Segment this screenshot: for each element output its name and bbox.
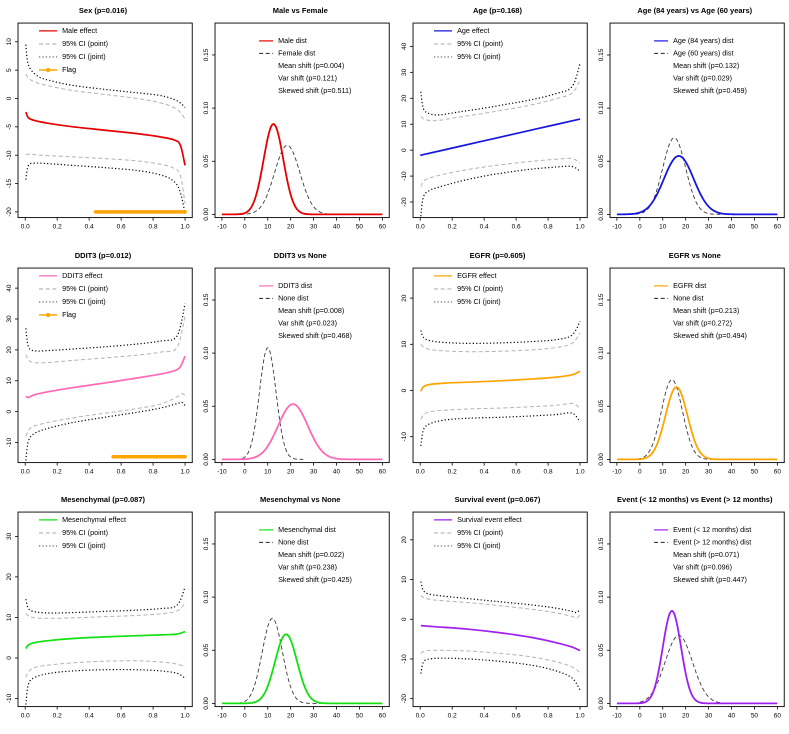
legend-label: 95% CI (point) [456,39,503,49]
legend-label: Flag [62,309,77,319]
y-tick-label: 0.15 [597,293,605,306]
legend-label: Survival event effect [456,515,522,525]
y-tick-label: -10 [400,171,408,181]
legend-label: Var shift (p=0.029) [672,73,732,83]
legend-label: Mean shift (p=0.071) [672,550,740,560]
x-tick-label: 0 [243,712,247,720]
mesenchymal-effect-plot-canvas [0,489,197,734]
panel-egfr-effect [395,245,592,490]
legend-label: Event (< 12 months) dist [672,525,752,535]
joint-ci-lower-curve [420,412,579,445]
y-tick-label: 0.15 [203,293,211,306]
event-lt12-vs-gt12-plot-canvas [592,489,789,734]
legend-label: Var shift (p=0.096) [672,563,732,573]
age60-dist-curve [635,138,722,215]
plot-title: Male vs Female [272,6,328,15]
x-tick-label: 0.0 [415,223,425,231]
legend-label: 95% CI (point) [456,528,503,538]
female-dist-curve [240,145,339,214]
point-ci-upper-curve [420,332,579,351]
y-tick-label: 0.05 [203,399,211,413]
panel-age-effect [395,0,592,245]
point-ci-upper-curve [26,604,185,619]
x-tick-label: 60 [379,468,387,476]
egfr-effect-curve [420,371,579,391]
x-tick-label: 20 [287,223,295,231]
legend-label: DDIT3 dist [278,280,313,290]
plot-title: Age (84 years) vs Age (60 years) [637,6,753,15]
y-tick-label: 0.05 [597,644,605,657]
x-tick-label: 40 [727,223,735,231]
x-tick-label: 30 [310,712,318,720]
panel-ddit3-effect [0,245,197,490]
joint-ci-lower-curve [26,402,185,460]
x-tick-label: -10 [217,223,227,231]
x-tick-label: 0.0 [415,712,425,720]
y-tick-label: -20 [400,197,408,207]
x-tick-label: 10 [658,468,667,476]
joint-ci-upper-curve [420,582,579,613]
x-tick-label: 1.0 [180,712,190,720]
y-tick-label: 0.05 [597,399,605,413]
x-tick-label: 0 [637,468,642,476]
x-tick-label: 0.2 [52,223,62,231]
panel-survival-event-effect [395,489,592,734]
y-tick-label: 0 [6,656,14,661]
point-ci-lower-curve [26,393,185,436]
x-tick-label: 0.0 [20,223,30,231]
y-tick-label: 0.10 [597,591,605,604]
x-tick-label: 0 [243,468,247,476]
point-ci-lower-curve [420,403,579,419]
x-tick-label: 10 [264,468,272,476]
legend-label: Female dist [278,48,316,58]
point-ci-lower-curve [26,661,185,678]
legend-label: Mesenchymal effect [62,515,126,525]
x-tick-label: 0.2 [52,468,62,476]
x-tick-label: 0 [637,223,642,231]
y-tick-label: 0.00 [203,452,211,466]
joint-ci-upper-curve [420,63,579,115]
legend-label: 95% CI (joint) [456,296,501,306]
x-tick-label: 0.2 [447,712,457,720]
y-tick-label: -15 [6,178,14,189]
x-tick-label: 60 [379,712,387,720]
panel-ddit3-vs-none [197,245,394,490]
y-tick-label: 0.00 [597,208,605,221]
y-tick-label: 0.10 [203,101,211,115]
x-tick-label: 30 [704,223,712,231]
y-tick-label: 0.15 [597,48,605,62]
age-effect-curve [420,119,580,155]
male-effect-curve [26,112,185,165]
legend-label: Var shift (p=0.238) [278,563,338,573]
x-tick-label: -10 [217,468,227,476]
legend-label: Skewed shift (p=0.494) [672,330,747,340]
x-tick-label: 0.6 [116,468,126,476]
y-tick-label: 10 [6,38,14,46]
x-tick-label: 1.0 [575,712,585,720]
x-tick-label: 50 [356,468,364,476]
survival-event-effect-curve [420,626,579,651]
x-tick-label: 60 [773,468,781,476]
x-tick-label: 40 [727,468,735,476]
legend-label: Male dist [278,36,308,46]
y-tick-label: 30 [6,533,14,541]
x-tick-label: 10 [264,223,272,231]
plot-title: EGFR vs None [668,250,721,260]
y-tick-label: 20 [400,294,408,302]
egfr-vs-none-plot-canvas [592,245,789,490]
y-tick-label: -10 [6,694,14,704]
x-tick-label: 1.0 [575,468,585,476]
x-tick-label: 0.8 [543,223,553,231]
legend-label: Skewed shift (p=0.447) [672,575,747,585]
x-tick-label: 30 [310,468,318,476]
y-tick-label: 10 [400,340,408,348]
x-tick-label: 0.4 [479,468,489,476]
legend-label: None dist [278,537,309,547]
survival-event-effect-plot-canvas [395,489,592,734]
point-ci-upper-curve [420,596,579,619]
panel-male-vs-female [197,0,394,245]
y-tick-label: 0.05 [203,644,211,657]
x-tick-label: 0.6 [511,712,521,720]
x-tick-label: 0.8 [543,712,553,720]
legend-label: Skewed shift (p=0.425) [278,575,353,585]
plot-title: EGFR (p=0.605) [469,250,526,260]
x-tick-label: -10 [611,712,622,720]
panel-mesenchymal-effect [0,489,197,734]
x-tick-label: 40 [333,712,341,720]
legend-label: 95% CI (point) [62,39,109,49]
y-tick-label: 0.05 [203,154,211,168]
x-tick-label: 0.8 [148,223,158,231]
y-tick-label: 40 [6,284,14,292]
joint-ci-lower-curve [26,163,185,214]
panel-mesenchymal-vs-none [197,489,394,734]
x-tick-label: 0.2 [447,223,457,231]
y-tick-label: 0.10 [203,346,211,360]
y-tick-label: 0 [400,617,408,622]
ddit3-vs-none-plot-canvas [197,245,394,490]
legend-label: Var shift (p=0.121) [278,73,338,83]
legend-label: Var shift (p=0.272) [672,318,732,328]
y-tick-label: -20 [400,694,408,704]
y-tick-label: 0.05 [597,154,605,168]
x-tick-label: 0.4 [479,223,489,231]
x-tick-label: 0.4 [84,712,94,720]
y-tick-label: 20 [6,345,14,354]
x-tick-label: 0.6 [116,712,126,720]
x-tick-label: 10 [658,712,667,720]
legend-flag-marker [46,68,50,72]
ddit3-dist-curve [222,404,382,459]
x-tick-label: 0.0 [415,468,425,476]
egfr-effect-plot-canvas [395,245,592,490]
point-ci-lower-curve [420,158,579,186]
x-tick-label: 20 [681,468,690,476]
legend-label: Skewed shift (p=0.511) [278,86,352,96]
plot-title: Age (p=0.168) [473,6,522,15]
y-tick-label: -10 [400,654,408,664]
legend-label: Age (60 years) dist [672,48,734,58]
x-tick-label: 30 [310,223,318,231]
x-tick-label: 0.6 [511,468,521,476]
y-tick-label: 0.10 [203,591,211,604]
x-tick-label: 0.4 [479,712,489,720]
y-tick-label: 0.10 [597,101,605,115]
x-tick-label: 50 [356,223,364,231]
x-tick-label: 0.4 [84,223,94,231]
x-tick-label: 0.4 [84,468,94,476]
mesenchymal-dist-curve [222,635,382,704]
y-tick-label: -5 [6,123,14,130]
y-tick-label: 0.00 [597,452,605,466]
point-ci-upper-curve [420,80,579,121]
legend-label: Mean shift (p=0.004) [278,61,345,71]
legend-label: Flag [62,65,77,75]
point-ci-lower-curve [420,651,579,674]
x-tick-label: 0 [243,223,247,231]
x-tick-label: 1.0 [180,468,190,476]
joint-ci-lower-curve [26,670,185,705]
y-tick-label: 0 [400,148,408,152]
legend-label: 95% CI (joint) [456,52,501,62]
y-tick-label: -10 [400,431,408,442]
legend-label: 95% CI (point) [62,528,109,538]
ddit3-effect-plot-canvas [0,245,197,490]
legend-label: 95% CI (joint) [456,541,501,551]
x-tick-label: -10 [217,712,227,720]
plot-title: Sex (p=0.016) [78,6,128,15]
legend-label: EGFR dist [672,280,707,290]
y-tick-label: 10 [400,576,408,584]
y-tick-label: 0 [400,388,408,392]
x-tick-label: 20 [681,712,690,720]
y-tick-label: 0.15 [597,537,605,551]
legend-label: Mean shift (p=0.022) [278,550,345,560]
y-tick-label: 0 [6,96,14,101]
panel-sex-effect [0,0,197,245]
x-tick-label: 0.0 [20,468,30,476]
legend-label: Mesenchymal dist [278,525,336,535]
sex-effect-plot-canvas [0,0,197,245]
y-tick-label: 20 [400,536,408,544]
legend-label: Skewed shift (p=0.468) [278,330,353,340]
point-ci-lower-curve [26,154,185,203]
joint-ci-upper-curve [26,587,185,613]
legend-label: Age (84 years) dist [672,36,734,46]
legend-label: Var shift (p=0.023) [278,318,338,328]
legend-label: Male effect [62,26,98,36]
legend-label: 95% CI (joint) [62,52,106,62]
y-tick-label: 40 [400,42,408,51]
legend-label: None dist [278,293,309,303]
y-tick-label: -10 [6,150,14,160]
legend-label: 95% CI (joint) [62,541,106,551]
x-tick-label: 20 [287,712,295,720]
x-tick-label: 10 [264,712,272,720]
legend-label: Event (> 12 months) dist [672,537,752,547]
x-tick-label: 40 [333,223,341,231]
x-tick-label: 50 [750,223,758,231]
x-tick-label: 0.0 [20,712,30,720]
panel-egfr-vs-none [592,245,789,490]
y-tick-label: 20 [400,94,408,102]
plot-title: DDIT3 vs None [273,250,327,260]
x-tick-label: 0.6 [116,223,126,231]
y-tick-label: 0.15 [203,537,211,551]
x-tick-label: 10 [658,223,667,231]
x-tick-label: 0.6 [511,223,521,231]
x-tick-label: 30 [704,712,712,720]
male-vs-female-plot-canvas [197,0,394,245]
y-tick-label: 0.10 [597,346,605,360]
event-lt12-dist-curve [617,611,777,703]
legend-flag-marker [46,313,50,317]
x-tick-label: 0 [637,712,642,720]
x-tick-label: 1.0 [575,223,585,231]
y-tick-label: 0.15 [203,48,211,62]
panel-age84-vs-age60 [592,0,789,245]
x-tick-label: -10 [611,468,622,476]
legend-label: Mean shift (p=0.213) [672,305,740,315]
joint-ci-upper-curve [420,321,579,343]
y-tick-label: 10 [400,120,408,128]
age84-dist-curve [617,156,777,214]
legend-label: Skewed shift (p=0.459) [672,86,747,96]
x-tick-label: 40 [333,468,341,476]
legend-label: 95% CI (joint) [62,296,106,306]
plot-title: DDIT3 (p=0.012) [74,250,132,260]
none-dist-curve [238,619,321,704]
x-tick-label: 0.2 [447,468,457,476]
egfr-dist-curve [617,387,777,459]
none-dist-curve [630,379,717,459]
age84-vs-age60-plot-canvas [592,0,789,245]
x-tick-label: 20 [287,468,295,476]
legend-label: Mean shift (p=0.132) [672,61,740,71]
x-tick-label: 50 [750,468,758,476]
x-tick-label: 0.8 [148,468,158,476]
x-tick-label: 60 [773,712,781,720]
plot-title: Mesenchymal (p=0.087) [61,495,145,505]
x-tick-label: 0.8 [148,712,158,720]
y-tick-label: 0.00 [203,697,211,711]
y-tick-label: -20 [6,207,14,217]
age-effect-plot-canvas [395,0,592,245]
plot-title: Event (< 12 months) vs Event (> 12 months) [617,495,773,505]
x-tick-label: 0.2 [52,712,62,720]
y-tick-label: 30 [400,68,408,76]
x-tick-label: 0.8 [543,468,553,476]
panel-event-lt12-vs-gt12 [592,489,789,734]
y-tick-label: 0 [6,409,14,414]
plot-title: Mesenchymal vs None [260,495,341,505]
x-tick-label: 20 [681,223,690,231]
x-tick-label: 1.0 [180,223,190,231]
legend-label: Age effect [456,26,489,36]
y-tick-label: 5 [6,68,14,72]
plot-title: Survival event (p=0.067) [454,495,541,505]
mesenchymal-vs-none-plot-canvas [197,489,394,734]
joint-ci-lower-curve [420,658,579,690]
y-tick-label: 20 [6,573,14,581]
mesenchymal-effect-curve [26,632,185,649]
legend-label: DDIT3 effect [62,270,103,280]
y-tick-label: 30 [6,315,14,323]
y-tick-label: 0.00 [597,697,605,711]
x-tick-label: 30 [704,468,712,476]
x-tick-label: -10 [611,223,622,231]
point-ci-upper-curve [26,316,185,363]
joint-ci-upper-curve [26,303,185,351]
x-tick-label: 50 [750,712,758,720]
y-tick-label: 10 [6,614,14,622]
male-dist-curve [222,124,382,214]
x-tick-label: 50 [356,712,364,720]
x-tick-label: 60 [379,223,387,231]
y-tick-label: 10 [6,376,14,385]
x-tick-label: 60 [773,223,781,231]
legend-label: Mean shift (p=0.008) [278,305,345,315]
legend-label: 95% CI (point) [456,283,503,293]
x-tick-label: 40 [727,712,735,720]
y-tick-label: -10 [6,437,14,447]
legend-label: EGFR effect [456,270,497,280]
legend-label: None dist [672,293,704,303]
y-tick-label: 0.00 [203,208,211,221]
legend-label: 95% CI (point) [62,283,109,293]
